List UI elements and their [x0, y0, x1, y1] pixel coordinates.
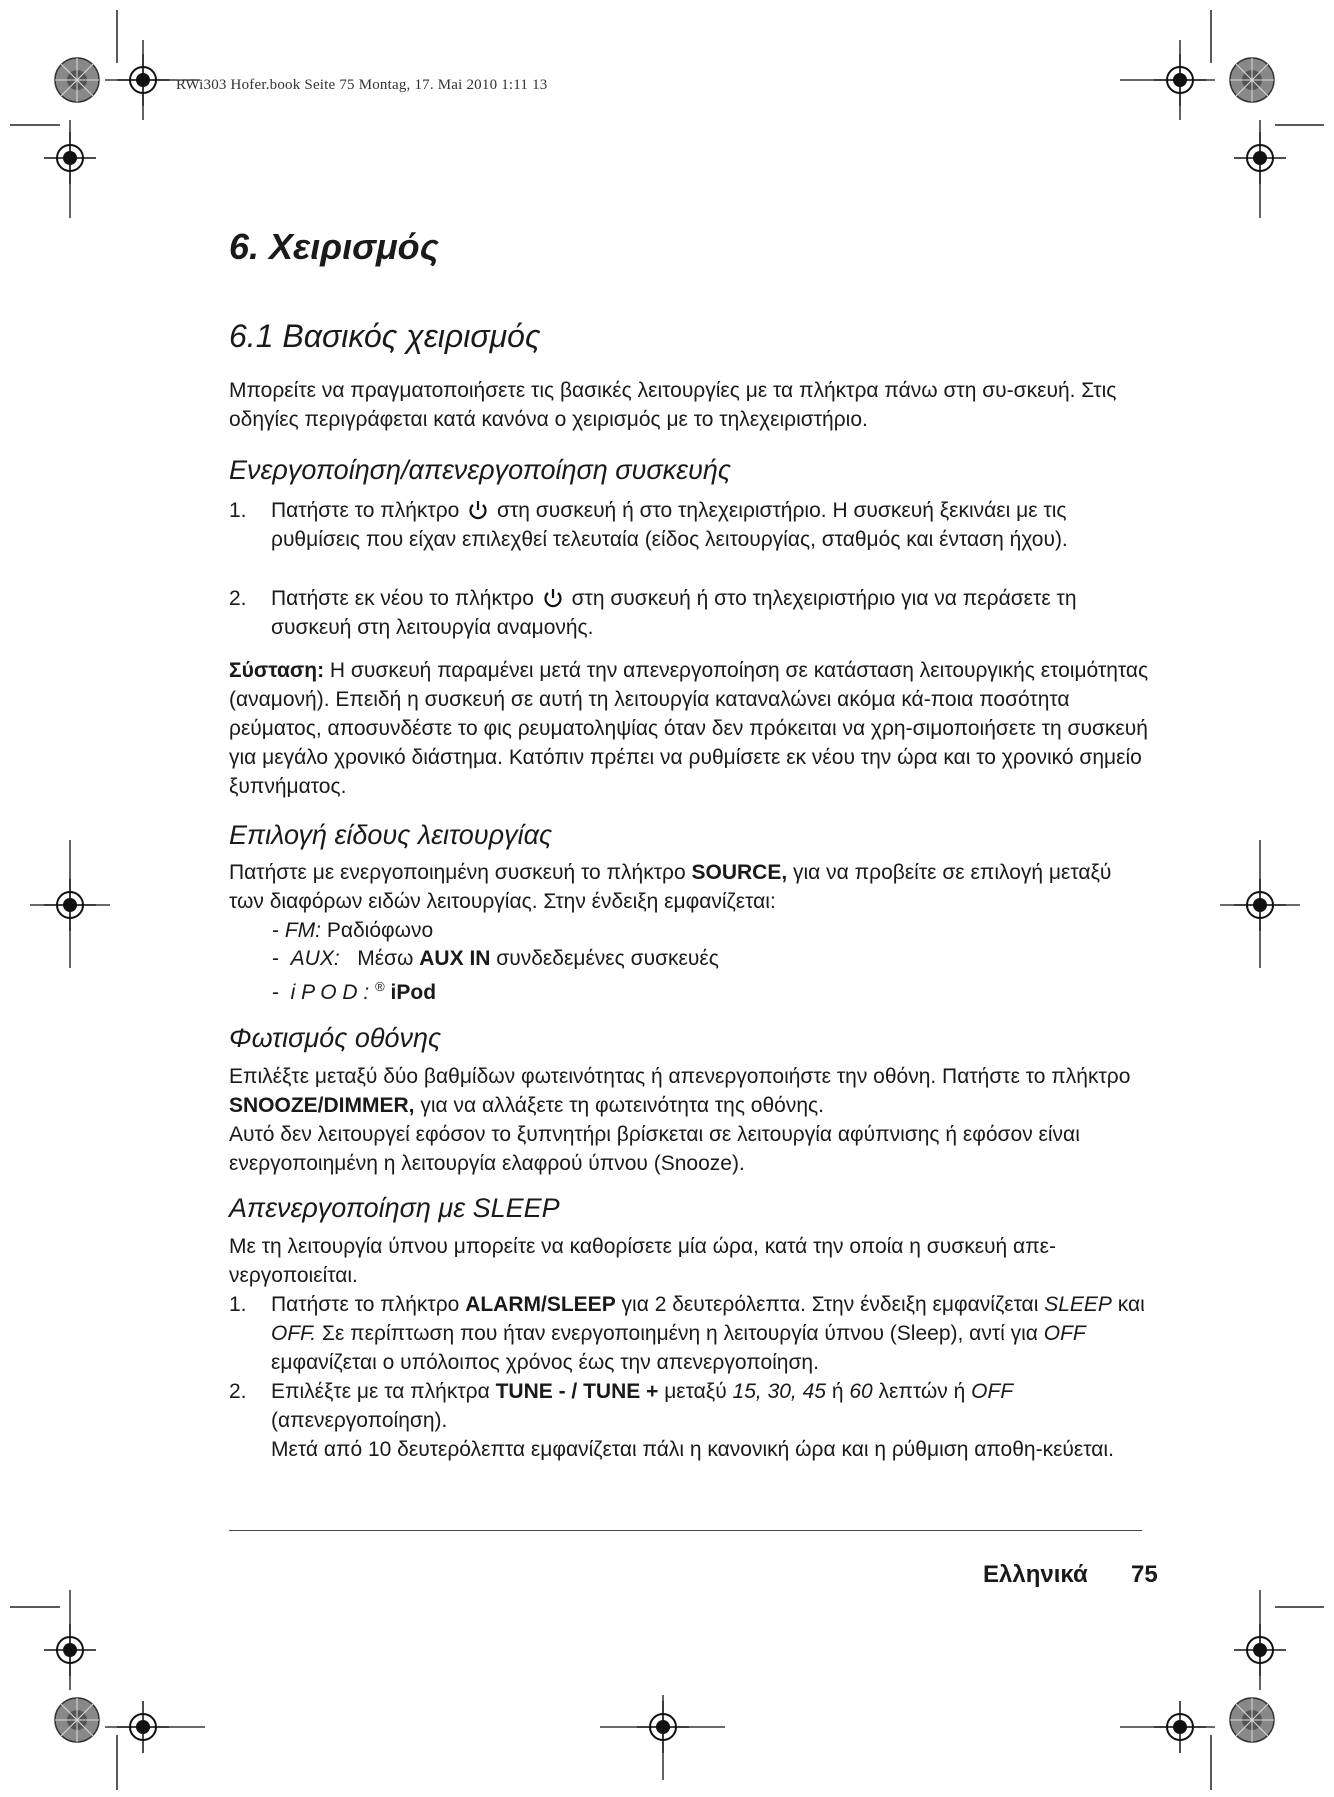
step-text: εμφανίζεται ο υπόλοιπος χρόνος έως την απενεργοποίηση.	[271, 1351, 819, 1374]
mode-paragraph	[229, 858, 1149, 916]
recommendation-label: Σύσταση:	[229, 659, 325, 682]
step-text: ή	[831, 1380, 844, 1403]
print-header-line: RWi303 Hofer.book Seite 75 Montag, 17. Mai 2010 1:11 13	[176, 77, 548, 93]
display-off: OFF.	[271, 1322, 317, 1345]
source-key: SOURCE,	[691, 861, 788, 884]
step-text: Μετά από 10 δευτερόλεπτα εμφανίζεται πάλι η κανονική ώρα και η ρύθμιση αποθη-κεύεται.	[271, 1438, 1114, 1461]
step-text: για 2 δευτερόλεπτα. Στην ένδειξη εμφανίζεται	[621, 1293, 1039, 1316]
dash: -	[272, 919, 279, 942]
mode-text: Πατήστε με ενεργοποιημένη συσκευή το πλήκτρο	[229, 861, 686, 884]
power-icon	[542, 587, 564, 609]
step-text: Πατήστε εκ νέου το πλήκτρο	[271, 587, 534, 610]
dash: -	[272, 981, 279, 1004]
step-number: 1.	[229, 1293, 247, 1316]
display-paragraph-2: Αυτό δεν λειτουργεί εφόσον το ξυπνητήρι βρίσκεται σε λειτουργία αφύπνισης ή εφόσον είναι ενεργοποιημένη η λειτουργία ελαφρού ύπνου (Snooze).	[229, 1123, 1080, 1175]
sleep-intro: Με τη λειτουργία ύπνου μπορείτε να καθορίσετε μία ώρα, κατά την οποία η συσκευή απε-νεργοποιείται.	[229, 1235, 1057, 1287]
footer-language: Ελληνικά	[983, 1561, 1088, 1588]
mode-heading: Επιλογή είδους λειτουργίας	[229, 820, 553, 850]
sleep-heading: Απενεργοποίηση με SLEEP	[229, 1193, 560, 1223]
recommendation-text: Η συσκευή παραμένει μετά την απενεργοποίηση σε κατάσταση λειτουργικής ετοιμότητας (αναμονή). Επειδή η συσκευή σε αυτή τη λειτουργία καταναλώνει ακόμα κά-ποια ποσότητα ρεύματος, αποσυνδέστε το φις ρευματοληψίας όταν δεν πρόκειται να χρη-σιμοποιήσετε τη συσκευή για μεγάλο χρονικό διάστημα. Κατόπιν πρέπει να ρυθμίσετε εκ νέου την ώρα και το χρονικό σημείο ξυπνήματος.	[229, 659, 1149, 798]
page-number: 75	[1131, 1561, 1158, 1588]
section-title: 6.1 Βασικός χειρισμός	[229, 318, 541, 354]
mode-option-ipod	[272, 972, 436, 1007]
step-number: 2.	[229, 1380, 247, 1403]
display-sleep: SLEEP	[1044, 1293, 1112, 1316]
aux-in-key: AUX IN	[419, 947, 491, 970]
step-number: 1.	[229, 499, 247, 522]
mode-option-aux	[272, 944, 719, 973]
registered-mark: ®	[375, 979, 385, 994]
mode-text: Ραδιόφωνο	[326, 919, 434, 942]
power-heading: Ενεργοποίηση/απενεργοποίηση συσκευής	[229, 455, 731, 485]
step-text: και	[1117, 1293, 1145, 1316]
alarm-sleep-key: ALARM/SLEEP	[465, 1293, 616, 1316]
mode-text: Μέσω	[357, 947, 414, 970]
mode-label: FM:	[284, 919, 321, 942]
intro-paragraph: Μπορείτε να πραγματοποιήσετε τις βασικές λειτουργίες με τα πλήκτρα πάνω στη συ-σκευή. Στις οδηγίες περιγράφεται κατά κανόνα ο χειρισμός με το τηλεχειριστήριο.	[229, 379, 1117, 431]
display-heading: Φωτισμός οθόνης	[229, 1023, 442, 1053]
display-text: για να αλλάξετε τη φωτεινότητα της οθόνης.	[420, 1094, 824, 1117]
mode-label: AUX:	[290, 947, 340, 970]
mode-option-fm	[272, 916, 433, 945]
step-text: (απενεργοποίηση).	[271, 1409, 448, 1432]
dash: -	[272, 947, 279, 970]
sleep-values: 15, 30, 45	[732, 1380, 826, 1403]
sleep-values: 60	[849, 1380, 873, 1403]
snooze-dimmer-key: SNOOZE/DIMMER,	[229, 1094, 415, 1117]
mode-text: συνδεδεμένες συσκευές	[496, 947, 719, 970]
step-text: Πατήστε το πλήκτρο	[271, 499, 460, 522]
step-text: στη συσκευή ή στο τηλεχειριστήριο. Η συσκευή ξεκινάει με τις ρυθμίσεις που είχαν επιλεχθεί τελευταία (είδος λειτουργίας, σταθμός και ένταση ήχου).	[271, 499, 1068, 551]
mode-text: για να προβείτε σε επιλογή μεταξύ των διαφόρων ειδών λειτουργίας. Στην ένδειξη εμφανίζεται:	[229, 861, 1112, 913]
step-text: λεπτών ή	[878, 1380, 966, 1403]
page-title: 6. Χειρισμός	[229, 226, 439, 267]
step-text: μεταξύ	[664, 1380, 727, 1403]
display-off: OFF	[971, 1380, 1014, 1403]
power-icon	[467, 499, 489, 521]
footer-rule	[229, 1530, 1142, 1531]
mode-label: i P O D :	[290, 981, 370, 1004]
step-text: Πατήστε το πλήκτρο	[271, 1293, 460, 1316]
display-text: Επιλέξτε μεταξύ δύο βαθμίδων φωτεινότητας ή απενεργοποιήστε την οθόνη. Πατήστε το πλήκτρο	[229, 1065, 1131, 1088]
tune-keys: TUNE - / TUNE +	[495, 1380, 659, 1403]
display-paragraph-1	[229, 1062, 1149, 1120]
step-text: Επιλέξτε με τα πλήκτρα	[271, 1380, 490, 1403]
step-text: στη συσκευή ή στο τηλεχειριστήριο για να περάσετε τη συσκευή στη λειτουργία αναμονής.	[271, 587, 1077, 639]
display-off: OFF	[1043, 1322, 1086, 1345]
step-number: 2.	[229, 587, 247, 610]
step-text: Σε περίπτωση που ήταν ενεργοποιημένη η λειτουργία ύπνου (Sleep), αντί για	[321, 1322, 1038, 1345]
recommendation-paragraph	[229, 656, 1149, 801]
ipod-label: iPod	[390, 981, 437, 1004]
